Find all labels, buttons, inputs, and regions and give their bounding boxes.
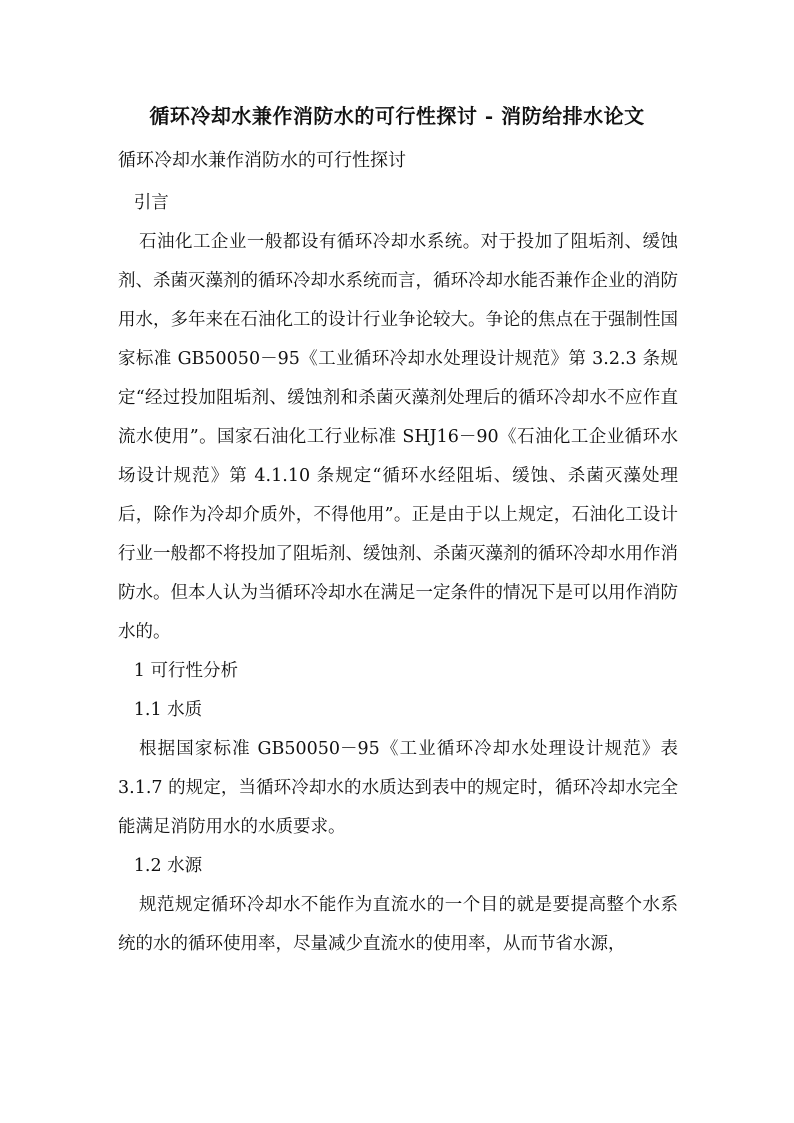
intro-heading: 引言	[133, 193, 169, 213]
document-subtitle: 循环冷却水兼作消防水的可行性探讨	[118, 150, 406, 171]
document-title: 循环冷却水兼作消防水的可行性探讨 - 消防给排水论文	[149, 104, 645, 128]
paragraph-1-1: 根据国家标准 GB50050－95《工业循环冷却水处理设计规范》表 3.1.7 的规定，当循环冷却水的水质达到表中的规定时，循环冷却水完全能满足消防用水的水质要求。	[118, 739, 678, 837]
section-heading-1: 1 可行性分析	[133, 661, 238, 681]
intro-paragraph: 石油化工企业一般都设有循环冷却水系统。对于投加了阻垢剂、缓蚀剂、杀菌灭藻剂的循环冷却水系统而言，循环冷却水能否兼作企业的消防用水，多年来在石油化工的设计行业争论较大。争论的焦点在于强制性国家标准 GB50050－95《工业循环冷却水处理设计规范》第 3.2.3 条规定“经过投加阻垢剂、缓蚀剂和杀菌灭藻剂处理后的循环冷却水不应作直流水使用”。国家石油化工行业标准 SHJ16－90《石油化工企业循环水场设计规范》第 4.1.10 条规定“循环水经阻垢、缓蚀、杀菌灭藻处理后，除作为冷却介质外，不得他用”。正是由于以上规定，石油化工设计行业一般都不将投加了阻垢剂、缓蚀剂、杀菌灭藻剂的循环冷却水用作消防水。但本人认为当循环冷却水在满足一定条件的情况下是可以用作消防水的。	[118, 232, 678, 642]
document-body	[118, 184, 678, 964]
section-heading-1-2: 1.2 水源	[133, 856, 203, 876]
section-heading-1-1: 1.1 水质	[133, 700, 203, 720]
paragraph-1-2: 规范规定循环冷却水不能作为直流水的一个目的就是要提高整个水系统的水的循环使用率，尽量减少直流水的使用率，从而节省水源，	[118, 895, 678, 954]
